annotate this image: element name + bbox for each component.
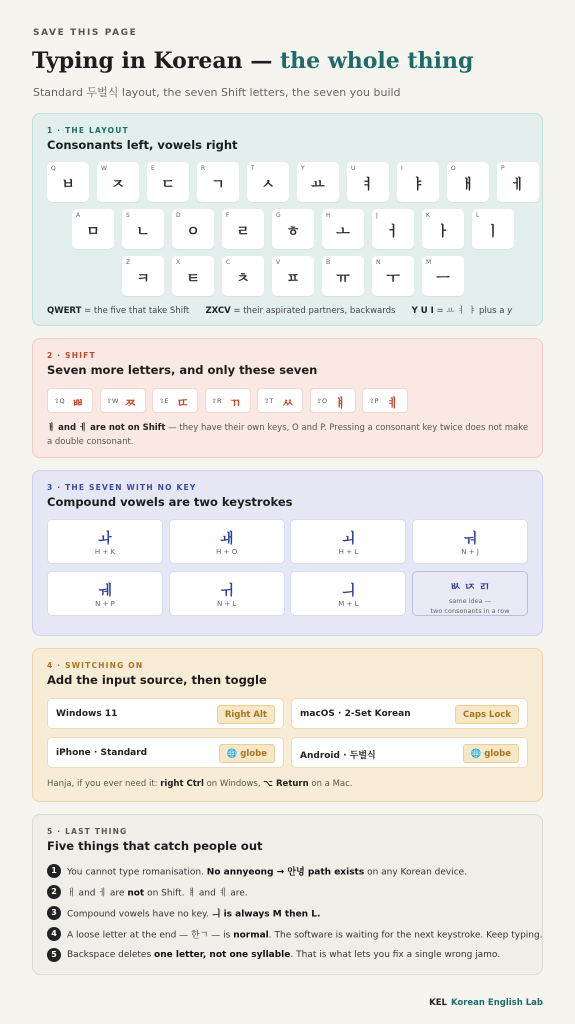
key-b <box>322 256 364 296</box>
list-item <box>47 927 543 941</box>
key-latin-label: Y <box>301 165 305 172</box>
eyebrow: SAVE THIS PAGE <box>33 28 138 38</box>
shift-chip-letter: ㅃ <box>72 396 84 410</box>
list-item-text <box>67 950 500 960</box>
key-latin-label: G <box>276 212 281 219</box>
shift-chip-letter: ㅒ <box>334 396 347 410</box>
title-main: Typing in Korean — <box>32 48 280 74</box>
key-latin-label: N <box>376 259 381 266</box>
input-source-item <box>291 737 528 768</box>
list-item-number: 1 <box>47 864 61 878</box>
key-latin-label: F <box>226 212 230 219</box>
key-hangul-label: ㅐ <box>461 177 475 193</box>
key-latin-label: E <box>151 165 155 172</box>
compound-vowel-glyph: ㅝ <box>463 531 477 547</box>
shift-card <box>32 338 543 458</box>
key-latin-label: T <box>251 165 255 172</box>
key-m <box>422 256 464 296</box>
list-item-text-a: You cannot type romanisation. <box>67 867 207 878</box>
key-h <box>322 209 364 249</box>
list-item-text-a: A loose letter at the end — 한ㄱ — is <box>67 930 234 941</box>
list-item-text-bold: normal <box>233 930 269 941</box>
key-latin-label: B <box>326 259 331 266</box>
key-f <box>222 209 264 249</box>
key-n <box>372 256 414 296</box>
key-hangul-label: ㅊ <box>236 271 250 287</box>
shift-chip-key: ⇧Q <box>54 397 65 405</box>
compound-vowel-glyph: ㅚ <box>341 531 356 547</box>
compound-kicker: 3 · THE SEVEN WITH NO KEY <box>47 483 197 492</box>
layout-card <box>32 113 543 326</box>
layout-heading: Consonants left, vowels right <box>47 138 238 152</box>
list-item-number: 2 <box>47 885 61 899</box>
compound-vowel-keys: M + L <box>338 600 359 608</box>
key-latin-label: R <box>201 165 206 172</box>
compound-vowel-keys: H + L <box>338 548 359 556</box>
shift-chip <box>362 388 408 413</box>
key-w <box>97 162 139 202</box>
key-p <box>497 162 539 202</box>
key-d <box>172 209 214 249</box>
key-hangul-label: ㅂ <box>61 177 75 193</box>
input-source-toggle-badge: Right Alt <box>217 705 275 724</box>
key-latin-label: J <box>376 212 378 219</box>
key-latin-label: L <box>476 212 480 219</box>
compound-vowel-keys: H + K <box>94 548 116 556</box>
shift-chip <box>310 388 356 413</box>
key-hangul-label: ㅌ <box>186 271 200 287</box>
input-source-platform: iPhone · Standard <box>56 748 148 758</box>
key-latin-label: M <box>426 259 432 266</box>
shift-chip-key: ⇧O <box>316 397 328 405</box>
compound-vowel-box <box>412 519 528 564</box>
key-i <box>397 162 439 202</box>
switching-card <box>32 648 543 802</box>
key-hangul-label: ㄹ <box>236 224 250 240</box>
key-q <box>47 162 89 202</box>
input-source-item <box>47 737 284 768</box>
list-item-text-bold: one letter, not one syllable <box>154 950 291 960</box>
page-title <box>32 48 473 74</box>
gotchas-kicker: 5 · LAST THING <box>47 827 128 836</box>
key-hangul-label: ㅓ <box>386 224 400 240</box>
key-v <box>272 256 314 296</box>
key-hangul-label: ㅇ <box>186 224 200 240</box>
list-item-text-bold: not <box>127 888 145 899</box>
key-hangul-label: ㄱ <box>211 177 225 193</box>
input-source-platform: macOS · 2-Set Korean <box>300 709 411 719</box>
key-hangul-label: ㅈ <box>111 177 125 193</box>
shift-chip-letter: ㅆ <box>282 396 294 410</box>
key-hangul-label: ㅛ <box>311 177 325 193</box>
key-k <box>422 209 464 249</box>
list-item-text <box>67 910 320 920</box>
list-item-number: 5 <box>47 948 61 962</box>
input-source-item <box>291 698 528 729</box>
compound-vowel-box <box>169 519 285 564</box>
brand-footer <box>429 998 543 1008</box>
key-t <box>247 162 289 202</box>
shift-chip-letter: ㄸ <box>177 396 189 410</box>
brand-prefix: KEL <box>429 998 447 1008</box>
list-item-number: 3 <box>47 906 61 920</box>
gotchas-card <box>32 814 543 975</box>
list-item <box>47 948 500 962</box>
key-g <box>272 209 314 249</box>
key-hangul-label: ㅜ <box>386 271 400 287</box>
compound-vowel-box <box>47 519 163 564</box>
key-latin-label: W <box>101 165 107 172</box>
key-s <box>122 209 164 249</box>
key-latin-label: U <box>351 165 356 172</box>
shift-chip-key: ⇧E <box>159 397 169 405</box>
shift-chip <box>47 388 93 413</box>
keyboard-note: QWERT = the five that take Shift ZXCV = their aspirated partners, backwards Y U I = ㅛ ㅕ ㅑ plus a y <box>47 306 513 316</box>
shift-note: ㅐ and ㅔ are not on Shift — they have their own keys, O and P. Pressing a consonant key twice does not make a double consonant. <box>47 423 529 447</box>
key-latin-label: C <box>226 259 231 266</box>
input-source-toggle-badge: 🌐 globe <box>219 744 275 763</box>
key-l <box>472 209 514 249</box>
shift-chip-letter: ㅉ <box>124 396 137 410</box>
input-source-platform: Windows 11 <box>56 709 118 719</box>
key-hangul-label: ㅋ <box>136 271 150 287</box>
switching-heading: Add the input source, then toggle <box>47 673 267 687</box>
key-latin-label: X <box>176 259 181 266</box>
double-consonant-box <box>412 571 528 616</box>
list-item-text-c: on any Korean device. <box>364 867 468 878</box>
key-hangul-label: ㅁ <box>86 224 100 240</box>
list-item-text-c: on Shift. ㅒ and ㅖ are. <box>144 888 248 899</box>
key-hangul-label: ㅏ <box>436 224 450 240</box>
list-item-text <box>67 868 467 878</box>
shift-chip <box>100 388 146 413</box>
compound-vowel-box <box>169 571 285 616</box>
key-hangul-label: ㅣ <box>486 224 500 240</box>
key-c <box>222 256 264 296</box>
key-hangul-label: ㅎ <box>286 224 300 240</box>
compound-vowel-glyph: ㅞ <box>98 583 112 599</box>
key-hangul-label: ㅑ <box>411 177 425 193</box>
input-source-toggle-badge: Caps Lock <box>455 705 519 724</box>
hanja-note: Hanja, if you ever need it: right Ctrl on Windows, ⌥ Return on a Mac. <box>47 779 353 789</box>
key-y <box>297 162 339 202</box>
compound-vowel-keys: H + O <box>216 548 238 556</box>
switching-kicker: 4 · SWITCHING ON <box>47 661 144 670</box>
compound-heading: Compound vowels are two keystrokes <box>47 495 293 509</box>
key-latin-label: Q <box>51 165 56 172</box>
list-item <box>47 864 467 878</box>
shift-chip-letter: ㄲ <box>229 396 242 410</box>
compound-card <box>32 470 543 636</box>
list-item-text-bold: No annyeong → 안녕 path exists <box>206 867 365 878</box>
compound-vowel-glyph: ㅟ <box>219 583 234 599</box>
list-item-text-a: Backspace deletes <box>67 950 155 960</box>
key-latin-label: A <box>76 212 81 219</box>
shift-chip <box>205 388 251 413</box>
key-hangul-label: ㅅ <box>261 177 275 193</box>
list-item-text-bold: ㅢ is always M then L. <box>211 909 321 920</box>
key-z <box>122 256 164 296</box>
key-j <box>372 209 414 249</box>
shift-chip-key: ⇧P <box>369 397 379 405</box>
compound-vowel-box <box>47 571 163 616</box>
key-r <box>197 162 239 202</box>
key-latin-label: I <box>401 165 403 172</box>
key-hangul-label: ㅔ <box>511 177 525 193</box>
shift-chip <box>152 388 198 413</box>
double-consonant-glyphs: ㅄ ㄵ ㄺ <box>450 580 490 593</box>
compound-vowel-glyph: ㅙ <box>219 531 234 547</box>
input-source-toggle-badge: 🌐 globe <box>463 744 519 763</box>
key-hangul-label: ㅗ <box>336 224 350 240</box>
key-latin-label: S <box>126 212 130 219</box>
key-hangul-label: ㅕ <box>361 177 375 193</box>
list-item-text <box>67 931 543 941</box>
key-hangul-label: ㄷ <box>161 177 175 193</box>
list-item-text-a: Compound vowels have no key. <box>67 909 212 920</box>
input-source-platform: Android · 두벌식 <box>300 751 376 761</box>
compound-vowel-keys: N + J <box>461 548 479 556</box>
key-hangul-label: ㅍ <box>286 271 300 287</box>
list-item-text-c: . The software is waiting for the next keystroke. Keep typing. <box>268 930 543 941</box>
compound-vowel-glyph: ㅘ <box>98 531 112 547</box>
key-o <box>447 162 489 202</box>
shift-chip-key: ⇧R <box>211 397 222 405</box>
key-a <box>72 209 114 249</box>
key-latin-label: P <box>501 165 505 172</box>
key-latin-label: H <box>326 212 331 219</box>
key-latin-label: D <box>176 212 181 219</box>
list-item-text-c: . That is what lets you fix a single wrong jamo. <box>290 950 501 960</box>
list-item-text <box>67 889 248 899</box>
key-latin-label: O <box>451 165 456 172</box>
subtitle: Standard 두벌식 layout, the seven Shift letters, the seven you build <box>33 86 401 99</box>
list-item <box>47 885 248 899</box>
list-item <box>47 906 320 920</box>
compound-vowel-keys: N + L <box>216 600 237 608</box>
key-hangul-label: ㄴ <box>136 224 150 240</box>
key-latin-label: V <box>276 259 281 266</box>
title-accent: the whole thing <box>280 48 474 74</box>
key-hangul-label: ㅠ <box>336 271 350 287</box>
shift-chip <box>257 388 303 413</box>
double-consonant-caption: same idea — two consonants in a row <box>430 597 510 615</box>
key-e <box>147 162 189 202</box>
shift-chip-letter: ㅖ <box>387 396 399 410</box>
shift-chip-key: ⇧W <box>106 397 119 405</box>
gotchas-heading: Five things that catch people out <box>47 839 263 853</box>
compound-vowel-keys: N + P <box>95 600 115 608</box>
key-latin-label: Z <box>126 259 131 266</box>
key-u <box>347 162 389 202</box>
key-x <box>172 256 214 296</box>
list-item-text-a: ㅐ and ㅔ are <box>67 888 128 899</box>
key-latin-label: K <box>426 212 430 219</box>
layout-kicker: 1 · THE LAYOUT <box>47 126 129 135</box>
list-item-number: 4 <box>47 927 61 941</box>
compound-vowel-box <box>290 519 406 564</box>
compound-vowel-box <box>290 571 406 616</box>
shift-kicker: 2 · SHIFT <box>47 351 96 360</box>
input-source-item <box>47 698 284 729</box>
brand-name: Korean English Lab <box>450 998 543 1008</box>
key-hangul-label: ㅡ <box>436 271 450 287</box>
shift-heading: Seven more letters, and only these seven <box>47 363 318 377</box>
shift-chip-key: ⇧T <box>264 397 274 405</box>
compound-vowel-glyph: ㅢ <box>341 583 356 599</box>
